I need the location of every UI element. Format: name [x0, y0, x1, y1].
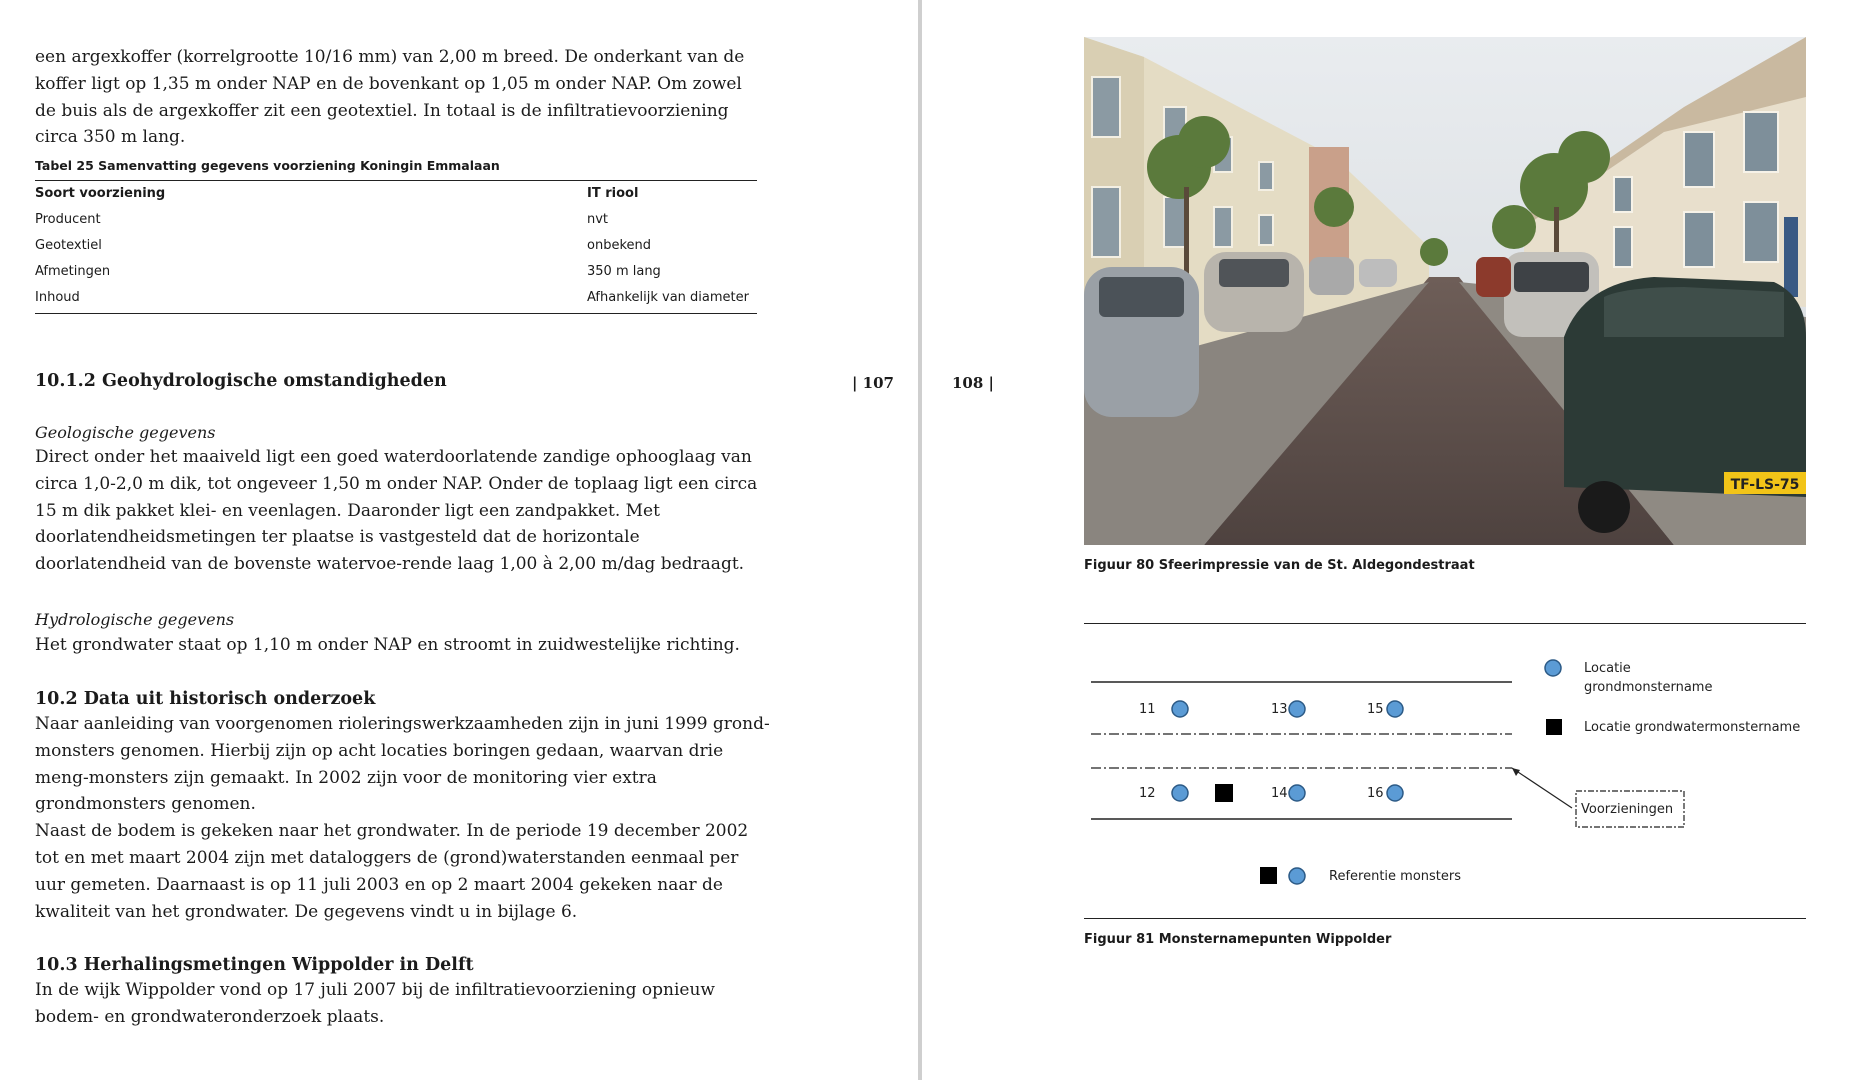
intro-paragraph: een argexkoffer (korrelgrootte 10/16 mm) van 2,00 m breed. De onderkant van de koffer ligt op 1,35 m onder NAP en de bovenkant op 1,05 m onder NAP. Om zowel de buis als de argexkoffer zit een geotextiel. In totaal is de infiltratievoorziening circa 350 m lang. — [35, 47, 745, 148]
sampling-points-diagram — [1084, 640, 1806, 910]
table-row — [35, 206, 757, 232]
soil-sample-marker — [1172, 701, 1188, 717]
left-page — [0, 0, 918, 1080]
figure-81-bottom-rule — [1084, 918, 1806, 919]
paragraph-repeat-measurements: In de wijk Wippolder vond op 17 juli 2007 bij de infiltratievoorziening opnieuw bodem- en grondwateronderzoek plaats. — [35, 980, 715, 1027]
figure-80-caption: Figuur 80 Sfeerimpressie van de St. Aldegondestraat — [1084, 558, 1475, 573]
table-row — [35, 258, 757, 284]
right-page — [922, 0, 1865, 1080]
point-label-16: 16 — [1367, 786, 1384, 801]
point-label-14: 14 — [1271, 786, 1288, 801]
table-cell: Producent — [35, 211, 101, 227]
table-header-cell: IT riool — [587, 181, 757, 207]
figure-81-caption: Figuur 81 Monsternamepunten Wippolder — [1084, 932, 1392, 947]
point-label-11: 11 — [1139, 702, 1156, 717]
paragraph-geology: Direct onder het maaiveld ligt een goed waterdoorlatende zandige ophooglaag van circa 1,0-2,0 m dik, tot ongeveer 1,50 m onder NAP. Onder de toplaag ligt een circa 15 m dik pakket klei- en veenlagen. Daaronder ligt een zandpakket. Met doorlatendheidsmetingen ter plaatse is vastgesteld dat de horizontale doorlatendheid van de bovenste watervoe-rende laag 1,00 à 2,00 m/dag bedraagt. — [35, 447, 758, 575]
legend-soil-marker — [1545, 660, 1561, 676]
section-heading-history: 10.2 Data uit historisch onderzoek — [35, 689, 376, 709]
table-cell: Afmetingen — [35, 263, 111, 279]
reference-soil-marker — [1289, 868, 1305, 884]
legend-groundwater-label: Locatie grondwatermonstername — [1584, 720, 1801, 735]
soil-sample-marker — [1172, 785, 1188, 801]
table-cell: Inhoud — [35, 284, 587, 314]
summary-table — [35, 180, 757, 314]
legend-soil-line1: Locatie — [1584, 661, 1631, 676]
table-cell: nvt — [587, 211, 609, 227]
soil-sample-marker — [1289, 785, 1305, 801]
subheading-geology: Geologische gegevens — [35, 423, 216, 442]
figure-81-top-rule — [1084, 623, 1806, 624]
page-number: 108 | — [952, 374, 994, 392]
legend-groundwater-marker — [1546, 719, 1562, 735]
soil-sample-marker — [1289, 701, 1305, 717]
subheading-hydrology: Hydrologische gegevens — [35, 610, 235, 629]
page-number: | 107 — [852, 374, 894, 392]
point-label-15: 15 — [1367, 702, 1384, 717]
table-caption: Tabel 25 Samenvatting gegevens voorziening Koningin Emmalaan — [35, 158, 500, 173]
table-cell: onbekend — [587, 237, 651, 253]
legend-facilities-label: Voorzieningen — [1581, 802, 1674, 817]
table-header-row — [35, 181, 757, 207]
paragraph-history-part1: Naar aanleiding van voorgenomen rioleringswerkzaamheden zijn in juni 1999 grond-monsters genomen. Hierbij zijn op acht locaties boringen gedaan, waarvan drie meng-monsters zijn gemaakt. In 2002 zijn voor de monitoring vier extra grondmonsters genomen. — [35, 714, 770, 815]
paragraph-history-part2: Naast de bodem is gekeken naar het grondwater. In de periode 19 december 2002 tot en met maart 2004 zijn met dataloggers de (grond)waterstanden eenmaal per uur gemeten. Daarnaast is op 11 juli 2003 en op 2 maart 2004 gekeken naar de kwaliteit van het grondwater. De gegevens vindt u in bijlage 6. — [35, 821, 749, 922]
table-cell: 350 m lang — [587, 263, 661, 279]
soil-sample-marker — [1387, 785, 1403, 801]
groundwater-sample-marker — [1215, 784, 1233, 802]
street-photo — [1084, 37, 1806, 545]
license-plate-text: TF-LS-75 — [1730, 477, 1800, 493]
paragraph-hydrology: Het grondwater staat op 1,10 m onder NAP en stroomt in zuidwestelijke richting. — [35, 635, 740, 655]
point-label-12: 12 — [1139, 786, 1156, 801]
table-cell: Geotextiel — [35, 237, 102, 253]
legend-soil-line2: grondmonstername — [1584, 680, 1713, 695]
soil-sample-marker — [1387, 701, 1403, 717]
paragraph-history — [35, 711, 770, 925]
point-label-13: 13 — [1271, 702, 1288, 717]
table-row — [35, 284, 757, 314]
section-heading-repeat-measurements: 10.3 Herhalingsmetingen Wippolder in Delft — [35, 955, 474, 975]
legend-reference-label: Referentie monsters — [1329, 869, 1461, 884]
table-cell: Afhankelijk van diameter — [587, 284, 757, 314]
reference-groundwater-marker — [1260, 867, 1277, 884]
table-header-cell: Soort voorziening — [35, 181, 587, 207]
section-heading-geohydrology: 10.1.2 Geohydrologische omstandigheden — [35, 371, 447, 391]
table-row — [35, 232, 757, 258]
